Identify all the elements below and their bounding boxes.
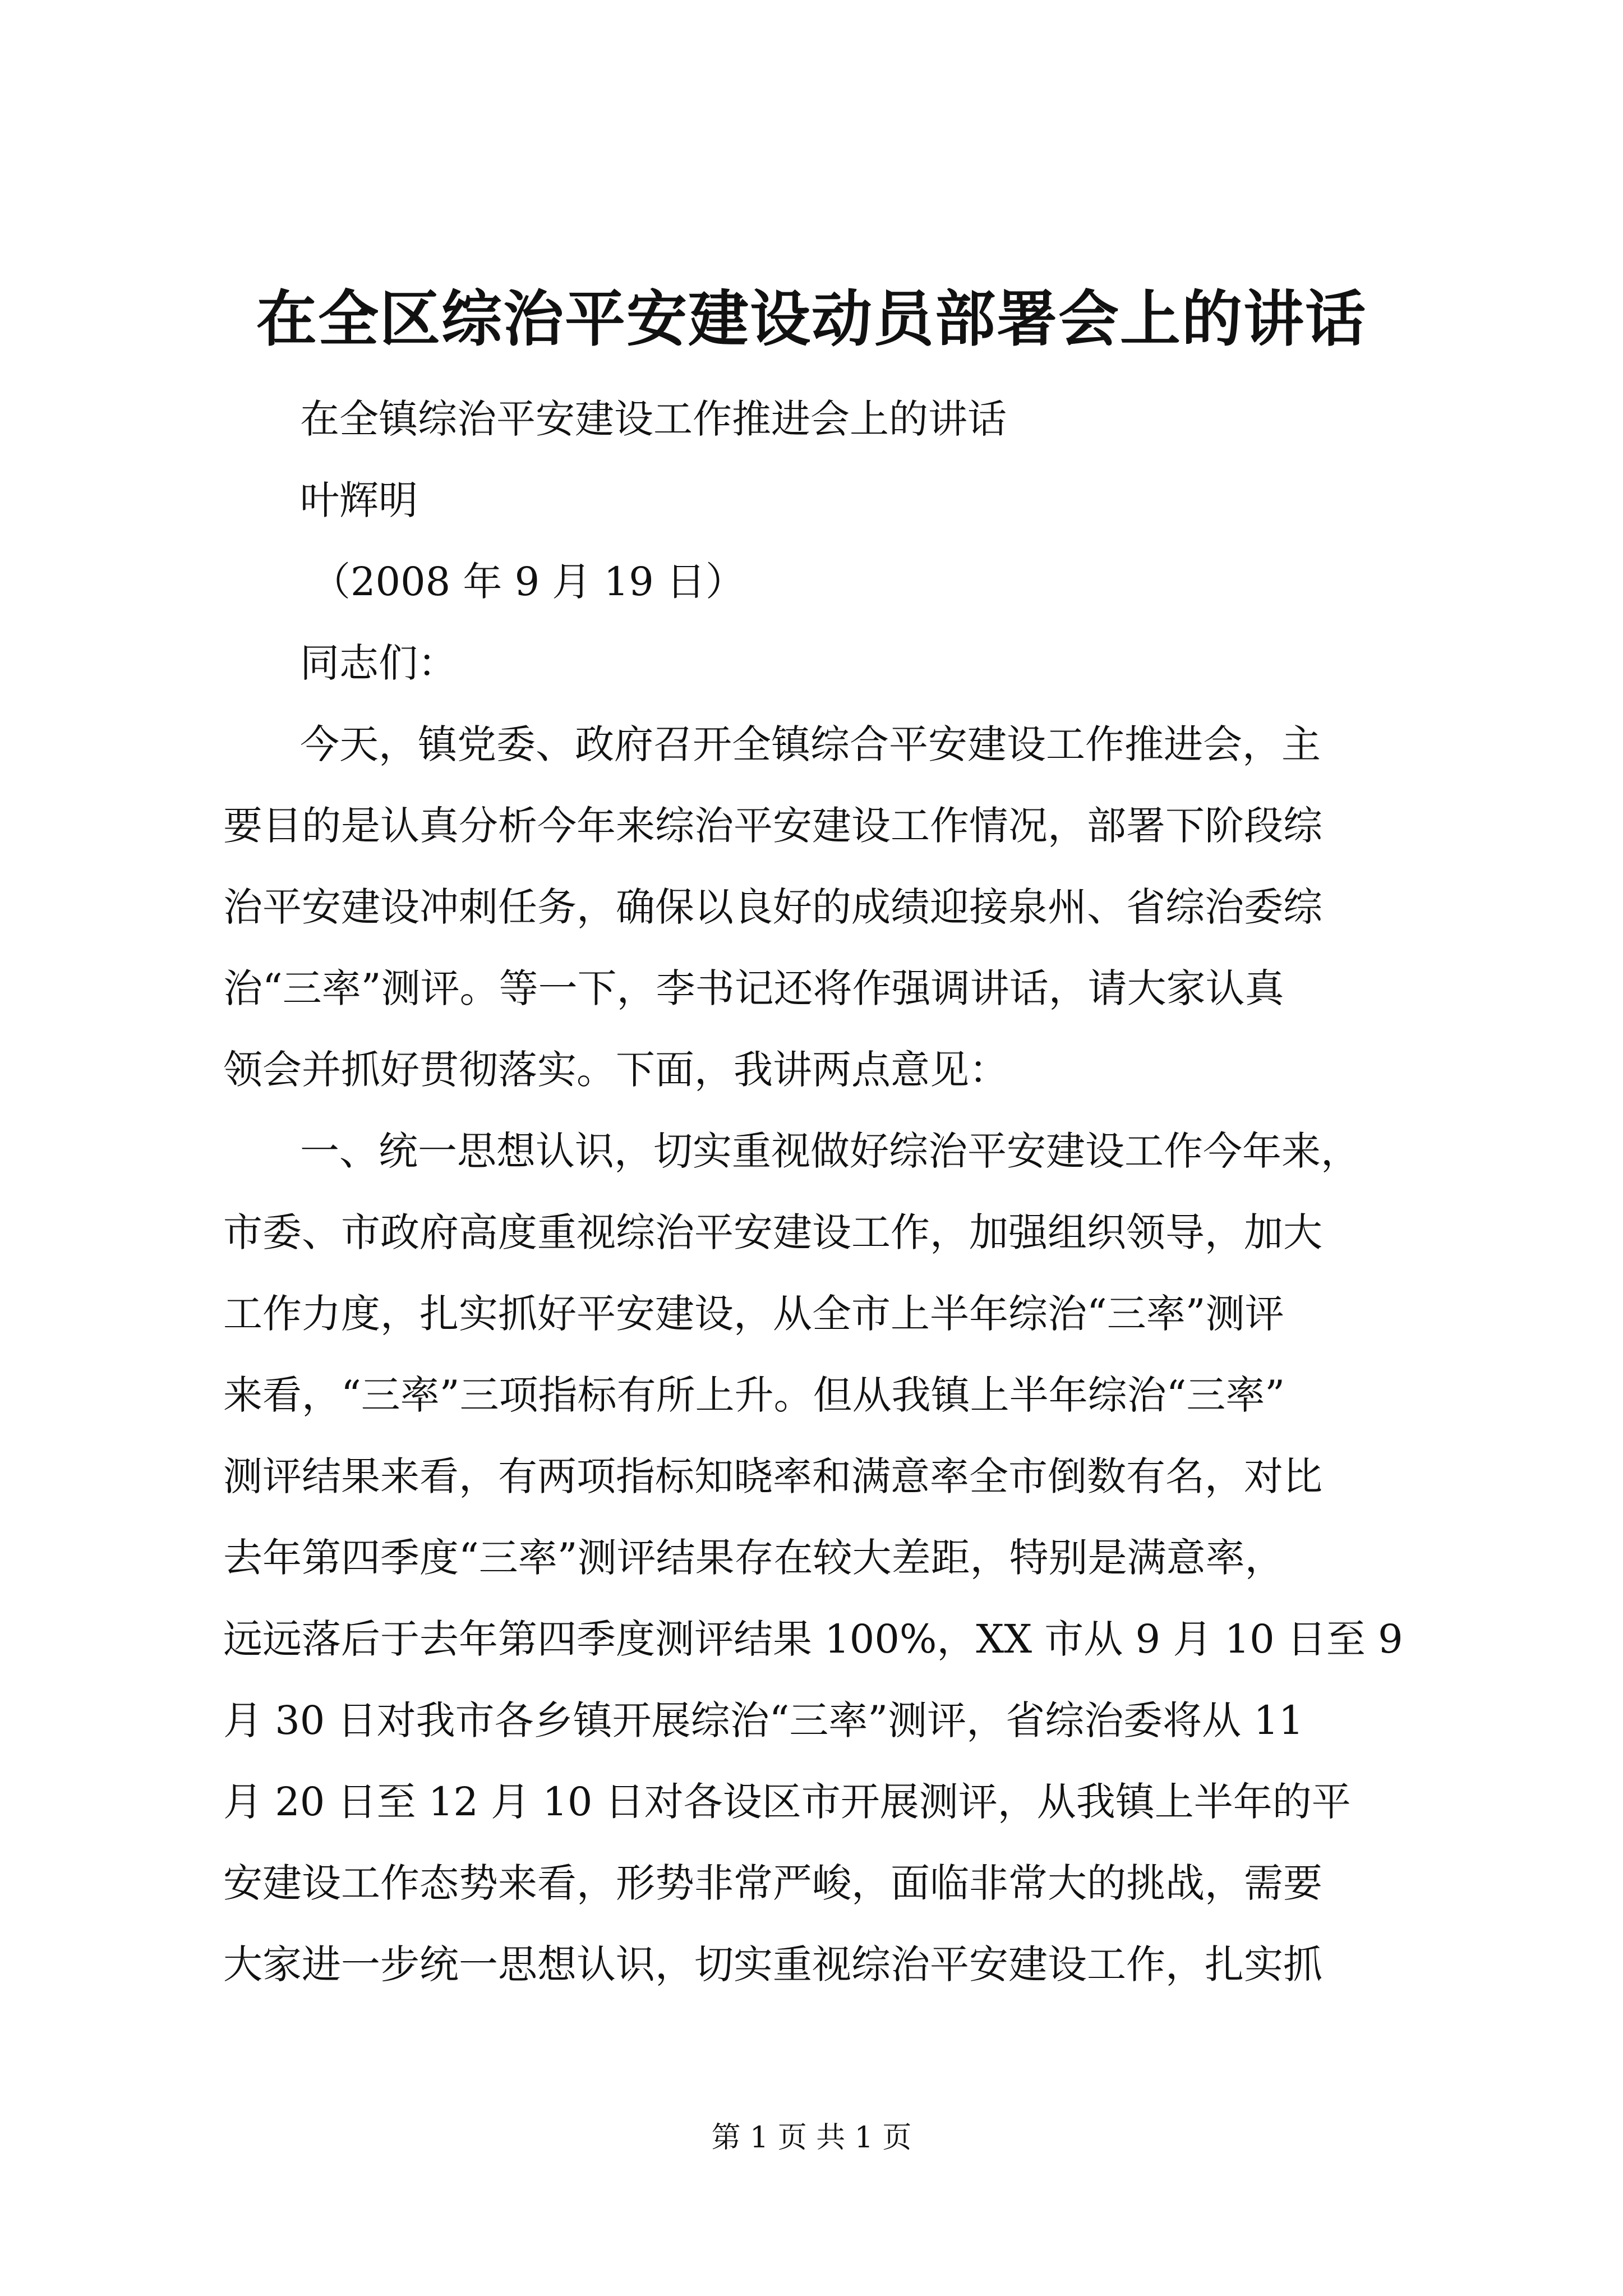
salutation: 同志们：	[300, 640, 457, 686]
paragraph-line: 大家进一步统一思想认识，切实重视综治平安建设工作，扎实抓	[223, 1941, 1322, 1987]
author-name: 叶辉明	[300, 477, 418, 523]
document-title: 在全区综治平安建设动员部署会上的讲话	[256, 284, 1367, 355]
paragraph-line: 一、统一思想认识，切实重视做好综治平安建设工作今年来，	[300, 1128, 1360, 1174]
paragraph-line: 月 20 日至 12 月 10 日对各设区市开展测评，从我镇上半年的平	[223, 1779, 1351, 1825]
paragraph-line: 测评结果来看，有两项指标知晓率和满意率全市倒数有名，对比	[223, 1453, 1322, 1499]
paragraph-line: 月 30 日对我市各乡镇开展综治“三率”测评，省综治委将从 11	[223, 1697, 1304, 1743]
paragraph-line: 领会并抓好贯彻落实。下面，我讲两点意见：	[223, 1047, 1008, 1093]
page-footer: 第 1 页 共 1 页	[711, 2121, 912, 2155]
speech-date: （2008 年 9 月 19 日）	[311, 559, 745, 605]
paragraph-line: 要目的是认真分析今年来综治平安建设工作情况，部署下阶段综	[223, 803, 1322, 849]
paragraph-line: 来看，“三率”三项指标有所上升。但从我镇上半年综治“三率”	[223, 1372, 1285, 1418]
paragraph-line: 治“三率”测评。等一下，李书记还将作强调讲话，请大家认真	[223, 965, 1284, 1011]
paragraph-line: 去年第四季度“三率”测评结果存在较大差距，特别是满意率，	[223, 1535, 1284, 1581]
document-subtitle: 在全镇综治平安建设工作推进会上的讲话	[300, 396, 1007, 442]
paragraph-line: 市委、市政府高度重视综治平安建设工作，加强组织领导，加大	[223, 1209, 1322, 1255]
paragraph-line: 治平安建设冲刺任务，确保以良好的成绩迎接泉州、省综治委综	[223, 884, 1322, 930]
paragraph-line: 远远落后于去年第四季度测评结果 100%，XX 市从 9 月 10 日至 9	[223, 1616, 1403, 1662]
paragraph-line: 今天，镇党委、政府召开全镇综合平安建设工作推进会，主	[300, 721, 1321, 767]
paragraph-line: 安建设工作态势来看，形势非常严峻，面临非常大的挑战，需要	[223, 1860, 1322, 1906]
paragraph-line: 工作力度，扎实抓好平安建设，从全市上半年综治“三率”测评	[223, 1291, 1284, 1337]
